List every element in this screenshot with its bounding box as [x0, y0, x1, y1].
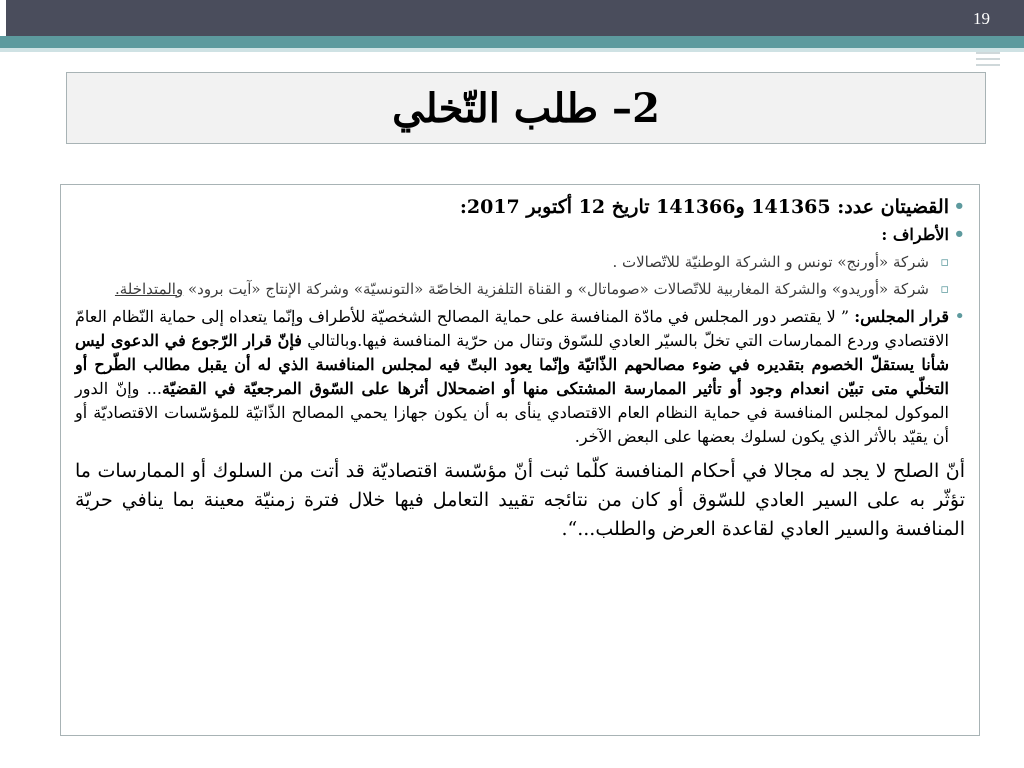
- slide-title: 2– طلب التّخلي: [392, 84, 660, 132]
- sub-bullet-orange: ▫ شركة «أورنج» تونس و الشركة الوطنيّة للاتّصالات .: [75, 251, 965, 274]
- slide-number: 19: [973, 9, 990, 28]
- header-band-teal: [0, 36, 1024, 48]
- bullet-cases: • القضيتان عدد: 141365 و141366 تاريخ 12 أكتوبر 2017:: [75, 195, 965, 219]
- header-band-light: [0, 48, 1024, 52]
- sub-bullet-ooredoo-text: شركة «أوريدو» والشركة المغاربية للاتّصالات «صوماتال» و القناة التلفزية الخاصّة «التونسيّة» وشركة الإنتاج «آيت برود»: [183, 280, 929, 298]
- header-band-dark: [0, 0, 1024, 36]
- council-decision-text-1: ” لا يقتصر دور المجلس في مادّة المنافسة على حماية المصالح الشخصيّة للأطراف وإنّما يتعداه إلى حماية النّظام العامّ الاقتصادي وردع الممارسات التي تخلّ بالسيّر العادي للسّوق وتنال من حرّية المنافسة فيها.وبالتالي: [75, 307, 950, 350]
- title-box: [66, 72, 986, 144]
- bullet-council-decision: [75, 305, 965, 449]
- sub-bullet-ooredoo: [75, 278, 965, 301]
- content-box: [60, 184, 980, 736]
- settlement-paragraph: أنّ الصلح لا يجد له مجالا في أحكام المنافسة كلّما ثبت أنّ مؤسّسة اقتصاديّة قد أتت من السلوك أو الممارسات ما تؤثّر به على السير العادي للسّوق أو كان من نتائجه تقييد التعامل فيها خلال فترة زمنيّة معينة بما ينافي حريّة المنافسة والسير العادي لقاعدة العرض والطلب...“.: [75, 460, 965, 540]
- council-decision-text-2: ... وإنّ الدور الموكول لمجلس المنافسة في حماية النظام العام الاقتصادي ينأى به أن يكون جهازا يحمي المصالح الذّاتيّة للمؤسّسات الاقتصاديّة أو أن يقيّد بالأثر الذي يكون لسلوك بعضها على البعض الآخر.: [75, 379, 949, 446]
- council-decision-label: قرار المجلس:: [854, 307, 950, 326]
- decorative-lines: [976, 52, 1000, 70]
- council-decision-text-bold: فإنّ قرار الرّجوع في الدعوى ليس شأنا يستقلّ الخصوم بتقديره في ضوء مصالحهم الذّاتيّة وإنّما يعود البتّ فيه لمجلس المنافسة الذي له أن يقبل مطالب الطّرح أو التخلّي متى تبيّن انعدام وجود أو تأثير الممارسة المشتكى منها أو اضمحلال أثرها على السّوق المرجعيّة في القضيّة: [75, 331, 949, 398]
- header-corner: [0, 0, 6, 36]
- sub-bullet-ooredoo-intervener: والمتداخلة.: [114, 280, 184, 298]
- bullet-parties: • الأطراف :: [75, 223, 965, 247]
